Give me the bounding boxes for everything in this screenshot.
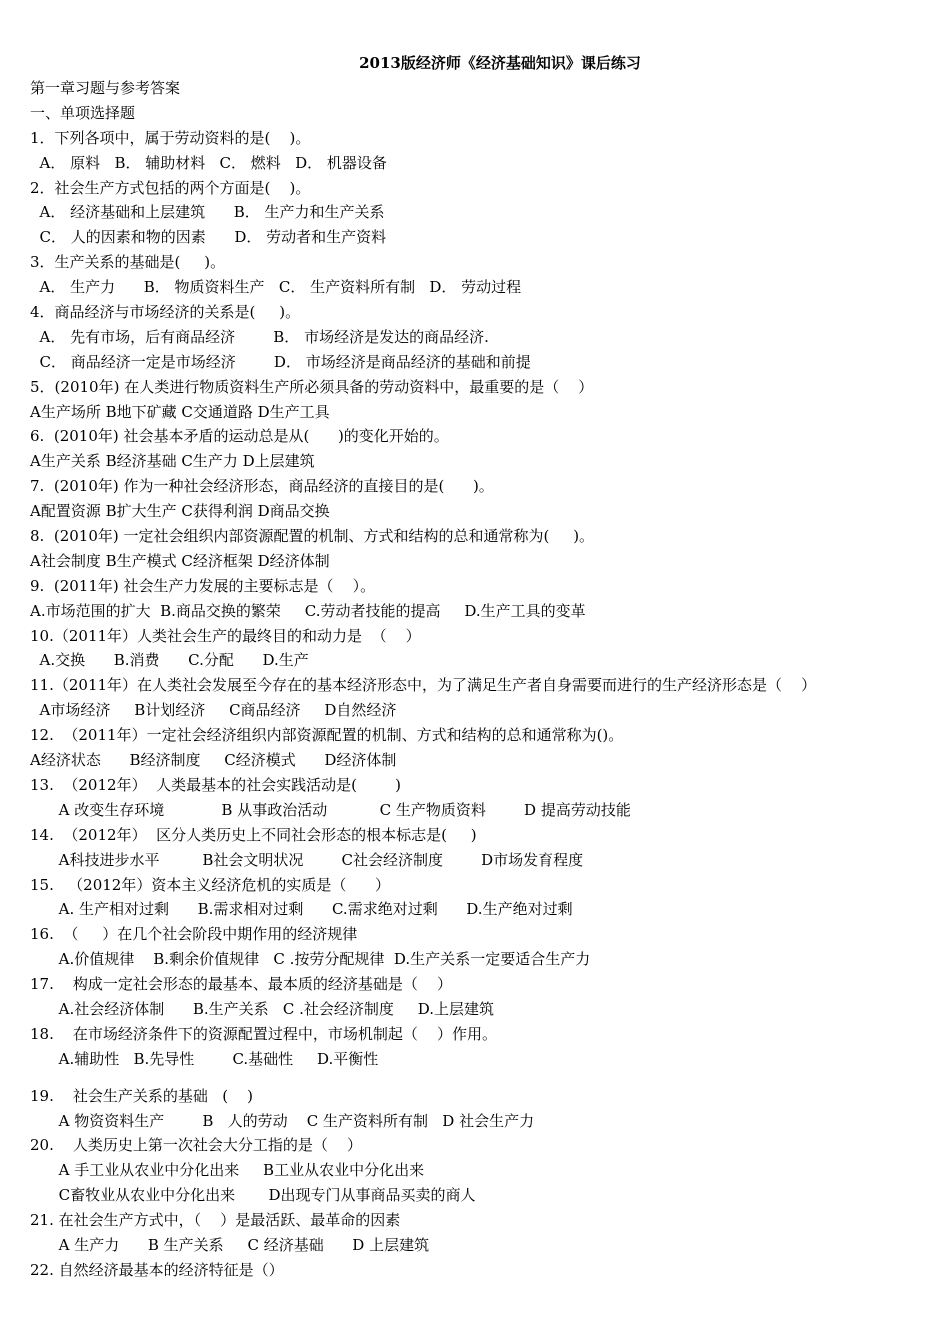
text-line: A 物资资料生产 B 人的劳动 C 生产资料所有制 D 社会生产力: [30, 1111, 535, 1130]
text-line: A 手工业从农业中分化出来 B工业从农业中分化出来: [30, 1161, 425, 1180]
text-line: 21. 在社会生产方式中，（ ）是最活跃、最革命的因素: [30, 1211, 401, 1230]
text-line: 5．(2010年) 在人类进行物质资料生产所必须具备的劳动资料中，最重要的是（ ）: [30, 377, 594, 396]
text-line: A社会制度 B生产模式 C经济框架 D经济体制: [30, 551, 330, 570]
text-line: A.价值规律 B.剩余价值规律 C .按劳分配规律 D.生产关系一定要适合生产力: [30, 950, 591, 969]
text-line: A科技进步水平 B社会文明状况 C社会经济制度 D市场发育程度: [30, 850, 584, 869]
text-line: A． 经济基础和上层建筑 B． 生产力和生产关系: [30, 203, 385, 222]
text-line: C． 人的因素和物的因素 D． 劳动者和生产资料: [30, 228, 387, 247]
text-line: A.市场范围的扩大 B.商品交换的繁荣 C.劳动者技能的提高 D.生产工具的变革: [30, 601, 586, 620]
text-line: 14. （2012年） 区分人类历史上不同社会形态的根本标志是( ): [30, 825, 477, 844]
text-line: 18. 在市场经济条件下的资源配置过程中，市场机制起（ ）作用。: [30, 1024, 498, 1043]
text-line: 15. （2012年）资本主义经济危机的实质是（ ）: [30, 875, 390, 894]
text-line: A.社会经济体制 B.生产关系 C .社会经济制度 D.上层建筑: [30, 999, 495, 1018]
text-line: 22. 自然经济最基本的经济特征是（）: [30, 1260, 284, 1279]
text-line: 20. 人类历史上第一次社会大分工指的是（ ）: [30, 1136, 363, 1155]
text-line: 3．生产关系的基础是( )。: [30, 253, 226, 272]
text-line: 19. 社会生产关系的基础 ( ): [30, 1086, 254, 1105]
text-line: 11.（2011年）在人类社会发展至今存在的基本经济形态中，为了满足生产者自身需要而进行的生产经济形态是（ ）: [30, 676, 817, 695]
text-line: A.交换 B.消费 C.分配 D.生产: [30, 651, 309, 670]
text-line: 9. (2011年) 社会生产力发展的主要标志是（ ）。: [30, 576, 376, 595]
text-line: A． 生产力 B． 物质资料生产 C． 生产资料所有制 D． 劳动过程: [30, 278, 522, 297]
text-line: 7. (2010年) 作为一种社会经济形态，商品经济的直接目的是( )。: [30, 477, 494, 496]
text-line: 13. （2012年） 人类最基本的社会实践活动是( ): [30, 775, 401, 794]
text-line: 8. (2010年) 一定社会组织内部资源配置的机制、方式和结构的总和通常称为( )。: [30, 527, 595, 546]
text-line: 17. 构成一定社会形态的最基本、最本质的经济基础是（ ）: [30, 975, 453, 994]
text-line: 6. (2010年) 社会基本矛盾的运动总是从( )的变化开始的。: [30, 427, 449, 446]
text-line: 一、单项选择题: [30, 103, 136, 122]
text-line: A 生产力 B 生产关系 C 经济基础 D 上层建筑: [30, 1235, 430, 1254]
text-line: A． 原料 B． 辅助材料 C． 燃料 D． 机器设备: [30, 153, 387, 172]
text-line: A.辅助性 B.先导性 C.基础性 D.平衡性: [30, 1049, 379, 1068]
text-line: A． 先有市场，后有商品经济 B． 市场经济是发达的商品经济.: [30, 327, 489, 346]
document-title: 2013版经济师《经济基础知识》课后练习: [359, 54, 641, 72]
text-line: A市场经济 B计划经济 C商品经济 D自然经济: [30, 701, 397, 720]
blank-gap: [30, 1072, 930, 1084]
text-line: 1．下列各项中，属于劳动资料的是( )。: [30, 128, 311, 147]
text-line: 4．商品经济与市场经济的关系是( )。: [30, 303, 301, 322]
text-line: A经济状态 B经济制度 C经济模式 D经济体制: [30, 751, 397, 770]
text-line: A. 生产相对过剩 B.需求相对过剩 C.需求绝对过剩 D.生产绝对过剩: [30, 900, 573, 919]
document-page: [30, 51, 930, 1283]
text-line: C． 商品经济一定是市场经济 D． 市场经济是商品经济的基础和前提: [30, 352, 531, 371]
text-line: 2．社会生产方式包括的两个方面是( )。: [30, 178, 311, 197]
question-list: [30, 76, 930, 1283]
text-line: 第一章习题与参考答案: [30, 79, 181, 97]
text-line: 10.（2011年）人类社会生产的最终目的和动力是 （ ）: [30, 626, 421, 645]
text-line: A生产场所 B地下矿藏 C交通道路 D生产工具: [30, 402, 330, 421]
text-line: 16. （ ）在几个社会阶段中期作用的经济规律: [30, 925, 358, 944]
text-line: A配置资源 B扩大生产 C获得利润 D商品交换: [30, 502, 330, 521]
text-line: A生产关系 B经济基础 C生产力 D上层建筑: [30, 452, 315, 471]
text-line: 12. （2011年）一定社会经济组织内部资源配置的机制、方式和结构的总和通常称为()。: [30, 726, 624, 745]
text-line: C畜牧业从农业中分化出来 D出现专门从事商品买卖的商人: [30, 1186, 476, 1205]
text-line: A 改变生存环境 B 从事政治活动 C 生产物质资料 D 提高劳动技能: [30, 800, 631, 819]
